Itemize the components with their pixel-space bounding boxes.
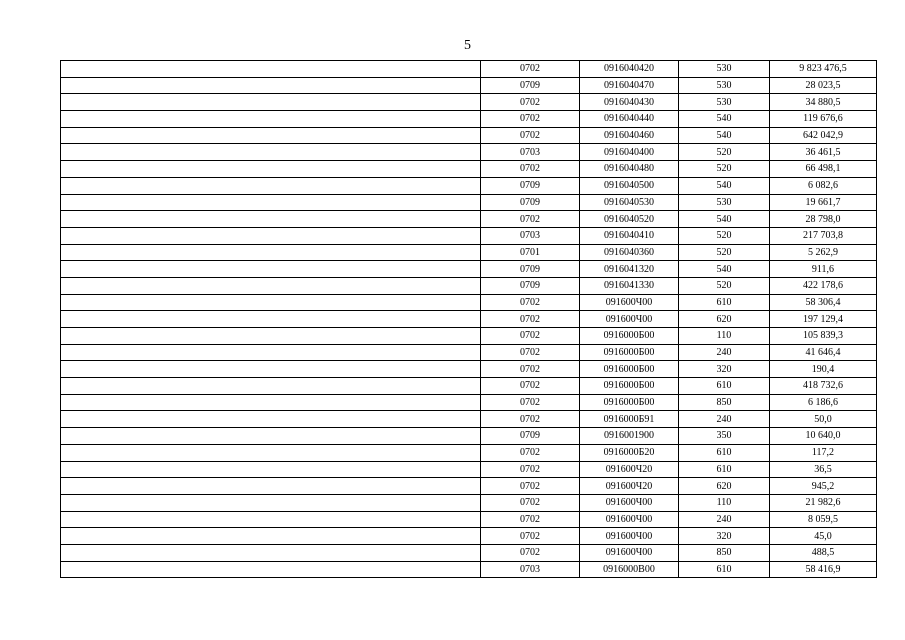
table-row xyxy=(61,161,877,178)
cell-amount: 642 042,9 xyxy=(770,127,877,144)
table-row xyxy=(61,344,877,361)
cell-expense-type: 610 xyxy=(679,294,770,311)
cell-name xyxy=(61,61,481,78)
cell-amount: 50,0 xyxy=(770,411,877,428)
cell-section-code: 0702 xyxy=(481,311,580,328)
cell-target-article: 0916000Б20 xyxy=(580,444,679,461)
cell-amount: 45,0 xyxy=(770,528,877,545)
cell-section-code: 0703 xyxy=(481,561,580,578)
cell-amount: 34 880,5 xyxy=(770,94,877,111)
cell-amount: 105 839,3 xyxy=(770,328,877,345)
cell-expense-type: 540 xyxy=(679,127,770,144)
cell-name xyxy=(61,378,481,395)
cell-section-code: 0702 xyxy=(481,394,580,411)
cell-name xyxy=(61,511,481,528)
cell-name xyxy=(61,111,481,128)
table-row xyxy=(61,261,877,278)
cell-amount: 8 059,5 xyxy=(770,511,877,528)
table-row xyxy=(61,127,877,144)
cell-name xyxy=(61,144,481,161)
table-row xyxy=(61,394,877,411)
budget-table xyxy=(60,60,877,578)
cell-target-article: 0916040410 xyxy=(580,227,679,244)
cell-expense-type: 110 xyxy=(679,494,770,511)
cell-amount: 21 982,6 xyxy=(770,494,877,511)
cell-section-code: 0702 xyxy=(481,528,580,545)
cell-target-article: 0916040400 xyxy=(580,144,679,161)
table-row xyxy=(61,244,877,261)
cell-target-article: 0916040360 xyxy=(580,244,679,261)
cell-section-code: 0702 xyxy=(481,328,580,345)
cell-section-code: 0702 xyxy=(481,344,580,361)
cell-section-code: 0702 xyxy=(481,411,580,428)
cell-target-article: 0916041320 xyxy=(580,261,679,278)
cell-amount: 488,5 xyxy=(770,544,877,561)
cell-section-code: 0702 xyxy=(481,61,580,78)
cell-target-article: 0916040500 xyxy=(580,177,679,194)
cell-expense-type: 610 xyxy=(679,461,770,478)
cell-expense-type: 540 xyxy=(679,177,770,194)
cell-expense-type: 520 xyxy=(679,244,770,261)
cell-section-code: 0709 xyxy=(481,177,580,194)
cell-section-code: 0709 xyxy=(481,77,580,94)
cell-expense-type: 540 xyxy=(679,211,770,228)
table-row xyxy=(61,294,877,311)
cell-amount: 117,2 xyxy=(770,444,877,461)
cell-section-code: 0702 xyxy=(481,494,580,511)
cell-amount: 10 640,0 xyxy=(770,428,877,445)
cell-target-article: 0916040430 xyxy=(580,94,679,111)
cell-target-article: 0916000Б00 xyxy=(580,378,679,395)
cell-section-code: 0709 xyxy=(481,194,580,211)
cell-expense-type: 540 xyxy=(679,111,770,128)
cell-amount: 418 732,6 xyxy=(770,378,877,395)
cell-target-article: 0916000Б00 xyxy=(580,361,679,378)
table-row xyxy=(61,328,877,345)
cell-amount: 422 178,6 xyxy=(770,277,877,294)
cell-expense-type: 540 xyxy=(679,261,770,278)
cell-amount: 19 661,7 xyxy=(770,194,877,211)
cell-expense-type: 530 xyxy=(679,194,770,211)
cell-expense-type: 350 xyxy=(679,428,770,445)
page-number: 5 xyxy=(464,38,471,53)
cell-expense-type: 520 xyxy=(679,227,770,244)
cell-amount: 58 306,4 xyxy=(770,294,877,311)
cell-section-code: 0702 xyxy=(481,361,580,378)
cell-section-code: 0702 xyxy=(481,511,580,528)
cell-name xyxy=(61,544,481,561)
table-row xyxy=(61,461,877,478)
table-row xyxy=(61,511,877,528)
cell-name xyxy=(61,444,481,461)
cell-section-code: 0702 xyxy=(481,444,580,461)
cell-expense-type: 520 xyxy=(679,144,770,161)
table-row xyxy=(61,494,877,511)
cell-expense-type: 520 xyxy=(679,277,770,294)
cell-expense-type: 850 xyxy=(679,544,770,561)
cell-expense-type: 620 xyxy=(679,478,770,495)
cell-target-article: 0916040480 xyxy=(580,161,679,178)
table-row xyxy=(61,544,877,561)
cell-expense-type: 620 xyxy=(679,311,770,328)
cell-expense-type: 320 xyxy=(679,361,770,378)
table-row xyxy=(61,311,877,328)
cell-name xyxy=(61,344,481,361)
table-row xyxy=(61,361,877,378)
table-row xyxy=(61,227,877,244)
cell-target-article: 091600Ч20 xyxy=(580,478,679,495)
cell-target-article: 0916040420 xyxy=(580,61,679,78)
cell-name xyxy=(61,328,481,345)
cell-amount: 6 082,6 xyxy=(770,177,877,194)
cell-expense-type: 850 xyxy=(679,394,770,411)
cell-target-article: 091600Ч20 xyxy=(580,461,679,478)
cell-section-code: 0702 xyxy=(481,161,580,178)
budget-table-body xyxy=(61,61,877,578)
cell-target-article: 0916001900 xyxy=(580,428,679,445)
cell-section-code: 0702 xyxy=(481,478,580,495)
cell-expense-type: 520 xyxy=(679,161,770,178)
table-row xyxy=(61,77,877,94)
table-row xyxy=(61,111,877,128)
cell-expense-type: 240 xyxy=(679,344,770,361)
cell-expense-type: 530 xyxy=(679,77,770,94)
cell-name xyxy=(61,561,481,578)
table-row xyxy=(61,444,877,461)
cell-target-article: 0916040460 xyxy=(580,127,679,144)
cell-section-code: 0703 xyxy=(481,227,580,244)
cell-section-code: 0709 xyxy=(481,261,580,278)
cell-amount: 190,4 xyxy=(770,361,877,378)
cell-name xyxy=(61,277,481,294)
cell-name xyxy=(61,461,481,478)
cell-expense-type: 610 xyxy=(679,378,770,395)
cell-amount: 945,2 xyxy=(770,478,877,495)
cell-name xyxy=(61,77,481,94)
cell-section-code: 0702 xyxy=(481,378,580,395)
table-row xyxy=(61,428,877,445)
cell-name xyxy=(61,494,481,511)
cell-section-code: 0702 xyxy=(481,461,580,478)
cell-name xyxy=(61,294,481,311)
table-row xyxy=(61,478,877,495)
cell-name xyxy=(61,428,481,445)
cell-section-code: 0709 xyxy=(481,428,580,445)
cell-target-article: 0916000Б00 xyxy=(580,344,679,361)
cell-target-article: 091600Ч00 xyxy=(580,544,679,561)
cell-amount: 66 498,1 xyxy=(770,161,877,178)
cell-section-code: 0702 xyxy=(481,111,580,128)
cell-target-article: 0916040520 xyxy=(580,211,679,228)
cell-section-code: 0702 xyxy=(481,294,580,311)
cell-section-code: 0702 xyxy=(481,127,580,144)
cell-target-article: 091600Ч00 xyxy=(580,511,679,528)
cell-name xyxy=(61,127,481,144)
cell-amount: 9 823 476,5 xyxy=(770,61,877,78)
table-row xyxy=(61,211,877,228)
table-row xyxy=(61,194,877,211)
cell-name xyxy=(61,177,481,194)
cell-target-article: 091600Ч00 xyxy=(580,294,679,311)
table-row xyxy=(61,177,877,194)
cell-name xyxy=(61,478,481,495)
cell-name xyxy=(61,394,481,411)
cell-expense-type: 530 xyxy=(679,94,770,111)
cell-section-code: 0702 xyxy=(481,544,580,561)
cell-name xyxy=(61,194,481,211)
cell-amount: 36,5 xyxy=(770,461,877,478)
cell-section-code: 0701 xyxy=(481,244,580,261)
cell-amount: 41 646,4 xyxy=(770,344,877,361)
table-row xyxy=(61,277,877,294)
cell-expense-type: 240 xyxy=(679,411,770,428)
cell-target-article: 0916040530 xyxy=(580,194,679,211)
cell-name xyxy=(61,361,481,378)
cell-name xyxy=(61,94,481,111)
cell-target-article: 0916041330 xyxy=(580,277,679,294)
cell-amount: 6 186,6 xyxy=(770,394,877,411)
cell-target-article: 0916040440 xyxy=(580,111,679,128)
cell-amount: 197 129,4 xyxy=(770,311,877,328)
table-row xyxy=(61,528,877,545)
cell-amount: 911,6 xyxy=(770,261,877,278)
cell-amount: 58 416,9 xyxy=(770,561,877,578)
table-row xyxy=(61,94,877,111)
table-row xyxy=(61,561,877,578)
table-row xyxy=(61,378,877,395)
cell-target-article: 0916000Б00 xyxy=(580,394,679,411)
cell-amount: 119 676,6 xyxy=(770,111,877,128)
cell-target-article: 091600Ч00 xyxy=(580,528,679,545)
cell-section-code: 0702 xyxy=(481,94,580,111)
table-row xyxy=(61,411,877,428)
cell-amount: 217 703,8 xyxy=(770,227,877,244)
cell-amount: 36 461,5 xyxy=(770,144,877,161)
cell-name xyxy=(61,211,481,228)
cell-section-code: 0709 xyxy=(481,277,580,294)
cell-target-article: 0916000Б00 xyxy=(580,328,679,345)
cell-target-article: 0916000Б91 xyxy=(580,411,679,428)
cell-name xyxy=(61,528,481,545)
cell-name xyxy=(61,311,481,328)
cell-name xyxy=(61,227,481,244)
cell-target-article: 091600Ч00 xyxy=(580,311,679,328)
cell-amount: 28 023,5 xyxy=(770,77,877,94)
cell-expense-type: 320 xyxy=(679,528,770,545)
cell-section-code: 0702 xyxy=(481,211,580,228)
cell-expense-type: 240 xyxy=(679,511,770,528)
cell-expense-type: 530 xyxy=(679,61,770,78)
cell-expense-type: 610 xyxy=(679,444,770,461)
cell-target-article: 0916000В00 xyxy=(580,561,679,578)
cell-amount: 28 798,0 xyxy=(770,211,877,228)
cell-name xyxy=(61,161,481,178)
cell-expense-type: 110 xyxy=(679,328,770,345)
cell-target-article: 091600Ч00 xyxy=(580,494,679,511)
table-row xyxy=(61,144,877,161)
cell-name xyxy=(61,261,481,278)
cell-expense-type: 610 xyxy=(679,561,770,578)
cell-amount: 5 262,9 xyxy=(770,244,877,261)
cell-section-code: 0703 xyxy=(481,144,580,161)
table-row xyxy=(61,61,877,78)
cell-target-article: 0916040470 xyxy=(580,77,679,94)
cell-name xyxy=(61,244,481,261)
cell-name xyxy=(61,411,481,428)
